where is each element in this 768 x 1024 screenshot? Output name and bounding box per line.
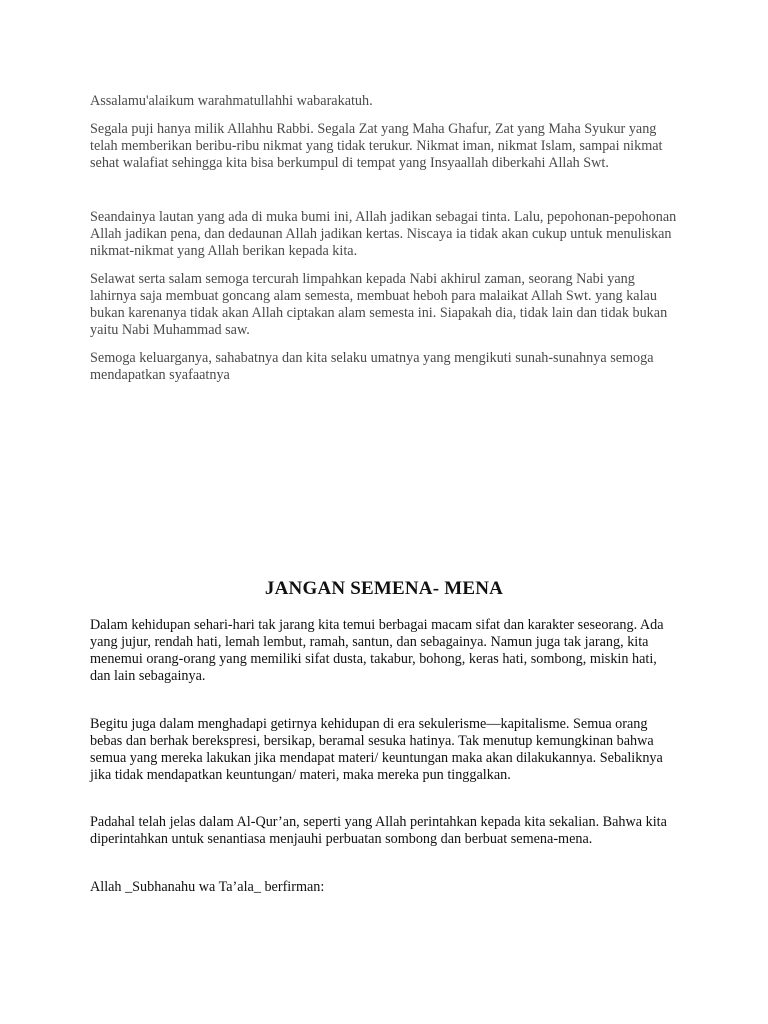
article-title: JANGAN SEMENA- MENA	[264, 578, 504, 599]
intro-paragraph-salawat: Selawat serta salam semoga tercurah limpahkan kepada Nabi akhirul zaman, seorang Nabi yang lahirnya saja membuat goncang alam semesta, membuat heboh para malaikat Allah Swt. yang kalau bukan karenanya tidak akan Allah ciptakan alam semesta ini. Siapakah dia, tidak lain dan tidak bukan yaitu Nabi Muhammad saw.	[90, 271, 668, 338]
article-paragraph-quran: Padahal telah jelas dalam Al-Qur’an, seperti yang Allah perintahkan kepada kita sekalian. Bahwa kita diperintahkan untuk senantiasa menjauhi perbuatan sombong dan berbuat semena-mena.	[90, 814, 667, 847]
article-paragraph-daily-life: Dalam kehidupan sehari-hari tak jarang kita temui berbagai macam sifat dan karakter seseorang. Ada yang jujur, rendah hati, lemah lembut, ramah, santun, dan sebagainya. Namun juga tak jarang, kita menemui orang-orang yang memiliki sifat dusta, takabur, bohong, keras hati, sombong, miskin hati, dan lain sebagainya.	[90, 617, 664, 684]
article-paragraph-secularism: Begitu juga dalam menghadapi getirnya kehidupan di era sekulerisme—kapitalisme. Semua orang bebas dan berhak berekspresi, bersikap, beramal sesuka hatinya. Tak menutup kemungkinan bahwa semua yang mereka lakukan jika mendapat materi/ keuntungan maka akan dilakukannya. Sebaliknya jika tidak mendapatkan keuntungan/ materi, maka mereka pun tinggalkan.	[90, 716, 663, 783]
intro-paragraph-family: Semoga keluarganya, sahabatnya dan kita selaku umatnya yang mengikuti sunah-sunahnya semoga mendapatkan syafaatnya	[90, 350, 654, 383]
greeting-text: Assalamu'alaikum warahmatullahhi wabarakatuh.	[90, 93, 373, 109]
article-paragraph-firman: Allah _Subhanahu wa Ta’ala_ berfirman:	[90, 879, 325, 895]
intro-paragraph-praise: Segala puji hanya milik Allahhu Rabbi. Segala Zat yang Maha Ghafur, Zat yang Maha Syukur yang telah memberikan beribu-ribu nikmat yang tidak terukur. Nikmat iman, nikmat Islam, sampai nikmat sehat walafiat sehingga kita bisa berkumpul di tempat yang Insyaallah diberkahi Allah Swt.	[90, 121, 663, 171]
intro-paragraph-ocean: Seandainya lautan yang ada di muka bumi ini, Allah jadikan sebagai tinta. Lalu, pepohonan-pepohonan Allah jadikan pena, dan dedaunan Allah jadikan kertas. Niscaya ia tidak akan cukup untuk menuliskan nikmat-nikmat yang Allah berikan kepada kita.	[90, 209, 677, 259]
